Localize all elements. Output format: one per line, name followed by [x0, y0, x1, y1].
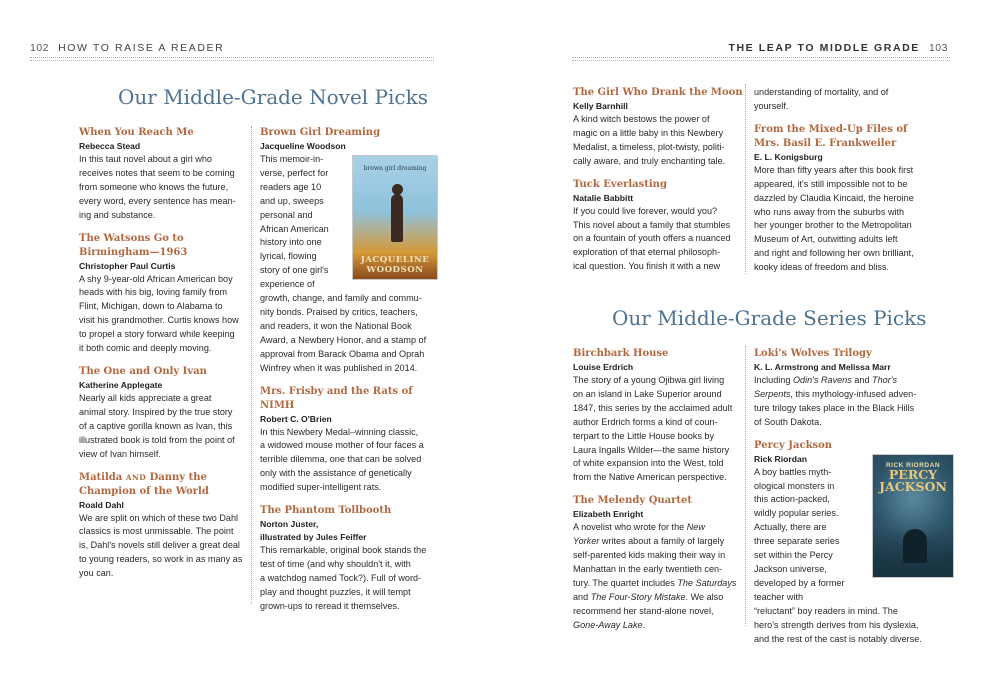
desc-line: [573, 591, 745, 605]
desc-line: story of one girl's: [260, 265, 329, 276]
desc-line: wildly popular series.: [754, 508, 839, 519]
text-run: . We also: [685, 591, 724, 602]
right-header-title: THE LEAP TO MIDDLE GRADE: [728, 42, 920, 54]
text-run: writes about a family of largely: [599, 536, 725, 547]
brown-girl-dreaming-cover: [352, 155, 438, 280]
desc-line: If you could live forever, would you?: [573, 205, 718, 216]
novel-column-1: [79, 126, 247, 590]
text-run: tury. The quartet includes: [573, 577, 678, 588]
text-run: and: [851, 375, 873, 385]
desc-line: who runs away from the suburbs with: [754, 206, 905, 217]
desc-line: animal story. Inspired by the true story: [79, 406, 233, 417]
desc-line: This memoir-in-: [260, 154, 324, 164]
left-page-number: 102: [30, 42, 50, 54]
book-author: [260, 518, 438, 544]
desc-line: and readers, it won the National Book: [260, 320, 412, 331]
desc-line: history into one: [260, 237, 322, 248]
title-line: Champion of the World: [79, 485, 209, 497]
desc-line: classics is most unmissable. The point: [79, 526, 234, 537]
desc-line: her younger brother to the Metropolitan: [754, 220, 912, 231]
percy-jackson-cover: [872, 454, 954, 578]
book-author: Katherine Applegate: [79, 379, 163, 390]
desc-line: exploration of that eternal philosoph-: [573, 247, 721, 258]
text-run: A novelist who wrote for the: [573, 522, 687, 533]
desc-line: self-parented kids making their way in: [573, 550, 726, 561]
desc-line: from someone who knows the future,: [79, 181, 229, 192]
book-author: E. L. Konigsburg: [754, 151, 823, 162]
book-author: Christopher Paul Curtis: [79, 260, 176, 271]
desc-line: cally aware, and truly enchanting tale.: [573, 155, 726, 166]
book-entry: [754, 439, 954, 647]
desc-line: this action-packed,: [754, 494, 830, 505]
desc-line: ing and substance.: [79, 209, 156, 220]
desc-line: heads with his big, loving family from: [79, 287, 228, 298]
desc-line: Winfrey when it was published in 2014.: [260, 362, 418, 373]
book-description: [573, 205, 743, 275]
desc-line: is, Dahl's novels still deliver a great deal: [79, 540, 240, 551]
cover-title: brown girl dreaming: [363, 165, 427, 172]
desc-line: and up, sweeps: [260, 195, 324, 206]
desc-line: you can.: [79, 568, 114, 579]
desc-line: Award, a Newbery Honor, and a stamp of: [260, 334, 427, 345]
book-author: Rick Riordan: [754, 453, 808, 464]
desc-line: Laura Ingalls Wilder—the same history: [573, 444, 730, 455]
desc-line: A kind witch bestows the power of: [573, 114, 710, 124]
desc-line: ical question. You finish it with a new: [573, 261, 721, 272]
italic-title: Serpents: [754, 388, 791, 399]
book-title: Loki's Wolves Trilogy: [754, 348, 872, 359]
book-author: Kelly Barnhill: [573, 101, 628, 111]
desc-line: it both comic and deeply moving.: [79, 343, 212, 354]
desc-line: approval from Barack Obama and Oprah: [260, 348, 425, 359]
desc-line: and right and following her own brilliant,: [754, 248, 914, 259]
desc-line: [754, 388, 954, 402]
book-author: Roald Dahl: [79, 499, 124, 510]
book-entry: [573, 494, 745, 632]
series-column-1: [573, 347, 745, 642]
desc-line: kooky ideas of freedom and bliss.: [754, 262, 889, 273]
desc-line: modified super-intelligent rats.: [260, 482, 382, 493]
italic-title: Thor's: [872, 375, 898, 385]
desc-line: Jackson universe,: [754, 563, 827, 574]
desc-line: dazzled by Claudia Kincaid, the heroine: [754, 192, 914, 203]
desc-line: growth, change, and family and commu-: [260, 293, 422, 304]
title-conjunction: AND: [125, 472, 147, 482]
text-run: , this mythology-infused adven-: [790, 388, 917, 399]
title-line: Birmingham—1963: [79, 246, 188, 258]
left-header-rule: [30, 57, 434, 61]
desc-line: nity bonds. Praised by critics, teachers,: [260, 306, 418, 317]
book-title: Brown Girl Dreaming: [260, 127, 381, 138]
book-title: [260, 385, 438, 413]
book-title: The One and Only Ivan: [79, 365, 207, 377]
book-entry: [754, 123, 954, 275]
desc-line: “reluctant” boy readers in mind. The: [754, 605, 898, 616]
left-column-divider: [251, 126, 252, 604]
desc-line: readers age 10: [260, 181, 322, 192]
desc-line: developed by a former teacher with: [754, 577, 845, 602]
book-description: [754, 164, 954, 275]
desc-line: Actually, there are: [754, 522, 827, 533]
cover-image: [872, 454, 954, 578]
book-author: Louise Erdrich: [573, 362, 634, 372]
desc-line: understanding of mortality, and of: [754, 87, 889, 97]
cover-title: [873, 466, 953, 494]
desc-line: This novel about a family that stumbles: [573, 219, 731, 230]
desc-line: receives notes that seem to be coming: [79, 167, 235, 178]
book-description: [79, 153, 247, 223]
right-page-number: 103: [928, 42, 948, 54]
desc-line: set within the Percy: [754, 550, 833, 561]
book-entry: [573, 86, 743, 169]
book-description: [79, 273, 247, 356]
desc-line: More than fifty years after this book first: [754, 164, 914, 175]
italic-title: Yorker: [573, 536, 600, 547]
desc-line: play and thought puzzles, it will tempt: [260, 586, 411, 597]
desc-line: and the rest of the cast is notably diverse.: [754, 633, 922, 644]
desc-line: on a fountain of youth offers a nuanced: [573, 233, 731, 244]
book-entry: [260, 126, 438, 376]
italic-title: The Four-Story Mistake: [590, 591, 686, 602]
cover-author-line: JACQUELINE: [360, 255, 430, 265]
desc-line: ological monsters in: [754, 480, 835, 491]
desc-line: every word, every sentence has mean-: [79, 195, 236, 206]
desc-line: In this Newbery Medal–winning classic,: [260, 426, 419, 437]
desc-line: [573, 521, 745, 535]
desc-line: visit his grandmother. Curtis knows how: [79, 315, 239, 326]
desc-line: a watchdog named Tock?). Full of word-: [260, 572, 422, 583]
cover-title-line: PERCY: [888, 466, 938, 482]
book-title: [754, 123, 954, 151]
desc-line: test of time (and why shouldn't it, with: [260, 558, 411, 569]
italic-title: The Saturdays: [677, 577, 737, 588]
book-entry: [79, 471, 247, 582]
right-bottom-column-divider: [745, 346, 746, 626]
book-title: When You Reach Me: [79, 127, 194, 138]
desc-line: [573, 535, 745, 549]
title-part: Matilda: [79, 471, 123, 483]
desc-line: magic on a little baby in this Newbery: [573, 127, 724, 138]
cover-author: [353, 255, 437, 275]
desc-line: In this taut novel about a girl who: [79, 154, 212, 164]
book-description: [573, 113, 743, 169]
desc-line: author Erdrich forms a kind of coun-: [573, 416, 718, 427]
book-description: [79, 512, 247, 582]
book-description: [260, 544, 438, 614]
series-picks-heading: Our Middle-Grade Series Picks: [612, 306, 927, 330]
book-title: The Phantom Tollbooth: [260, 505, 392, 517]
desc-line: verse, perfect for: [260, 167, 329, 178]
book-description: [573, 521, 745, 632]
desc-line: African American: [260, 223, 329, 234]
novel-column-4: [754, 86, 954, 284]
desc-line: to propel a story forward while keeping: [79, 329, 235, 340]
book-entry: [260, 385, 438, 496]
desc-line: terpart to the Little House books by: [573, 430, 715, 441]
book-description: [260, 426, 438, 496]
desc-line: Manhattan in the early twentieth cen-: [573, 563, 723, 574]
book-title: Birchbark House: [573, 348, 669, 359]
continued-description: [754, 86, 954, 114]
desc-line: grown-ups to reread it themselves.: [260, 600, 400, 611]
book-author: Natalie Babbitt: [573, 192, 634, 203]
title-line: The Watsons Go to: [79, 232, 184, 244]
book-entry: [754, 347, 954, 430]
desc-line: Flint, Michigan, down to Alabama to: [79, 301, 223, 312]
cover-author: RICK RIORDAN: [885, 461, 941, 469]
desc-line: from the Native American perspective.: [573, 472, 727, 483]
title-line: Mrs. Frisby and the Rats of: [260, 385, 413, 397]
novel-column-3: [573, 86, 743, 283]
title-line: From the Mixed-Up Files of: [754, 123, 908, 135]
text-run: Including: [754, 375, 793, 385]
book-entry: [79, 365, 247, 462]
desc-line: [573, 619, 745, 633]
desc-line: appeared, it's still impossible not to be: [754, 178, 908, 189]
author-line: Norton Juster,: [260, 519, 319, 530]
book-entry: [79, 126, 247, 223]
desc-line: hero's strength derives from his dyslexia,: [754, 619, 919, 630]
desc-line: three separate series: [754, 536, 840, 547]
desc-line: The story of a young Ojibwa girl living: [573, 375, 725, 385]
desc-line: to young readers, so work in as many as: [79, 554, 243, 565]
book-title: Percy Jackson: [754, 439, 833, 451]
author-line: illustrated by Jules Feiffer: [260, 532, 367, 543]
book-description: [754, 374, 954, 430]
book-author: Rebecca Stead: [79, 141, 141, 151]
desc-line: A shy 9-year-old African American boy: [79, 273, 233, 284]
cover-title-line: JACKSON: [879, 478, 947, 494]
desc-line: ture trilogy takes place in the Black Hills: [754, 402, 915, 413]
text-run: .: [642, 619, 646, 630]
desc-line: illustrated book is told from the point of: [79, 434, 235, 445]
desc-line: only with the assistance of genetically: [260, 468, 412, 479]
desc-line: of a captive gorilla known as Ivan, this: [79, 420, 233, 431]
right-top-column-divider: [745, 84, 746, 274]
desc-line: A boy battles myth-: [754, 466, 832, 477]
desc-line: 1847, this series by the acclaimed adult: [573, 402, 733, 413]
desc-line: [573, 577, 745, 591]
desc-line: yourself.: [754, 100, 789, 111]
desc-line: of South Dakota.: [754, 416, 822, 427]
italic-title: Odin's Ravens: [792, 375, 852, 385]
book-author: Jacqueline Woodson: [260, 141, 346, 151]
right-header-rule: [572, 57, 950, 61]
book-entry: [573, 178, 743, 275]
desc-line: Medalist, a timeless, plot-twisty, politi-: [573, 141, 725, 152]
novel-picks-heading: Our Middle-Grade Novel Picks: [118, 85, 428, 109]
book-author: K. L. Armstrong and Melissa Marr: [754, 362, 891, 372]
cover-image: [352, 155, 438, 280]
novel-column-2: [260, 126, 438, 623]
series-column-2: [754, 347, 954, 655]
book-description: [573, 374, 745, 485]
italic-title: Gone-Away Lake: [573, 619, 643, 630]
desc-line: This remarkable, original book stands the: [260, 545, 427, 556]
desc-line: recommend her stand-alone novel,: [573, 605, 714, 616]
book-title: [79, 232, 247, 260]
book-title: The Melendy Quartet: [573, 495, 693, 507]
desc-line: Nearly all kids appreciate a great: [79, 392, 212, 403]
title-line: NIMH: [260, 399, 295, 411]
book-entry: [79, 232, 247, 356]
book-author: Elizabeth Enright: [573, 509, 644, 520]
desc-line: view of Ivan himself.: [79, 448, 161, 459]
girl-silhouette: [391, 194, 403, 242]
title-line: Mrs. Basil E. Frankweiler: [754, 137, 897, 149]
book-description: [79, 392, 247, 462]
book-title: The Girl Who Drank the Moon: [573, 87, 743, 98]
desc-line: personal and: [260, 209, 313, 220]
book-title: Tuck Everlasting: [573, 178, 667, 190]
left-header-title: HOW TO RAISE A READER: [58, 42, 225, 54]
text-run: and: [573, 591, 591, 602]
title-part: Danny the: [149, 471, 207, 483]
right-running-header: [728, 42, 948, 54]
desc-line: terrible dilemma, one that can be solved: [260, 454, 422, 465]
desc-line: experience of: [260, 279, 315, 290]
book-entry: [573, 347, 745, 485]
book-entry: [260, 504, 438, 614]
desc-line: a widowed mouse mother of four faces a: [260, 440, 424, 451]
book-author: Robert C. O'Brien: [260, 413, 332, 424]
desc-line: of white expansion into the West, told: [573, 458, 724, 469]
desc-line: [754, 374, 954, 388]
desc-line: Museum of Art, outwitting adults left: [754, 234, 898, 245]
desc-line: on an island in Lake Superior around: [573, 388, 722, 399]
book-title: [79, 471, 247, 499]
italic-title: New: [686, 522, 705, 533]
cover-author-line: WOODSON: [366, 265, 424, 275]
cover-hero-silhouette: [903, 529, 927, 563]
desc-line: lyrical, flowing: [260, 251, 317, 262]
left-running-header: [30, 42, 224, 54]
desc-line: We are split on which of these two Dahl: [79, 512, 239, 523]
